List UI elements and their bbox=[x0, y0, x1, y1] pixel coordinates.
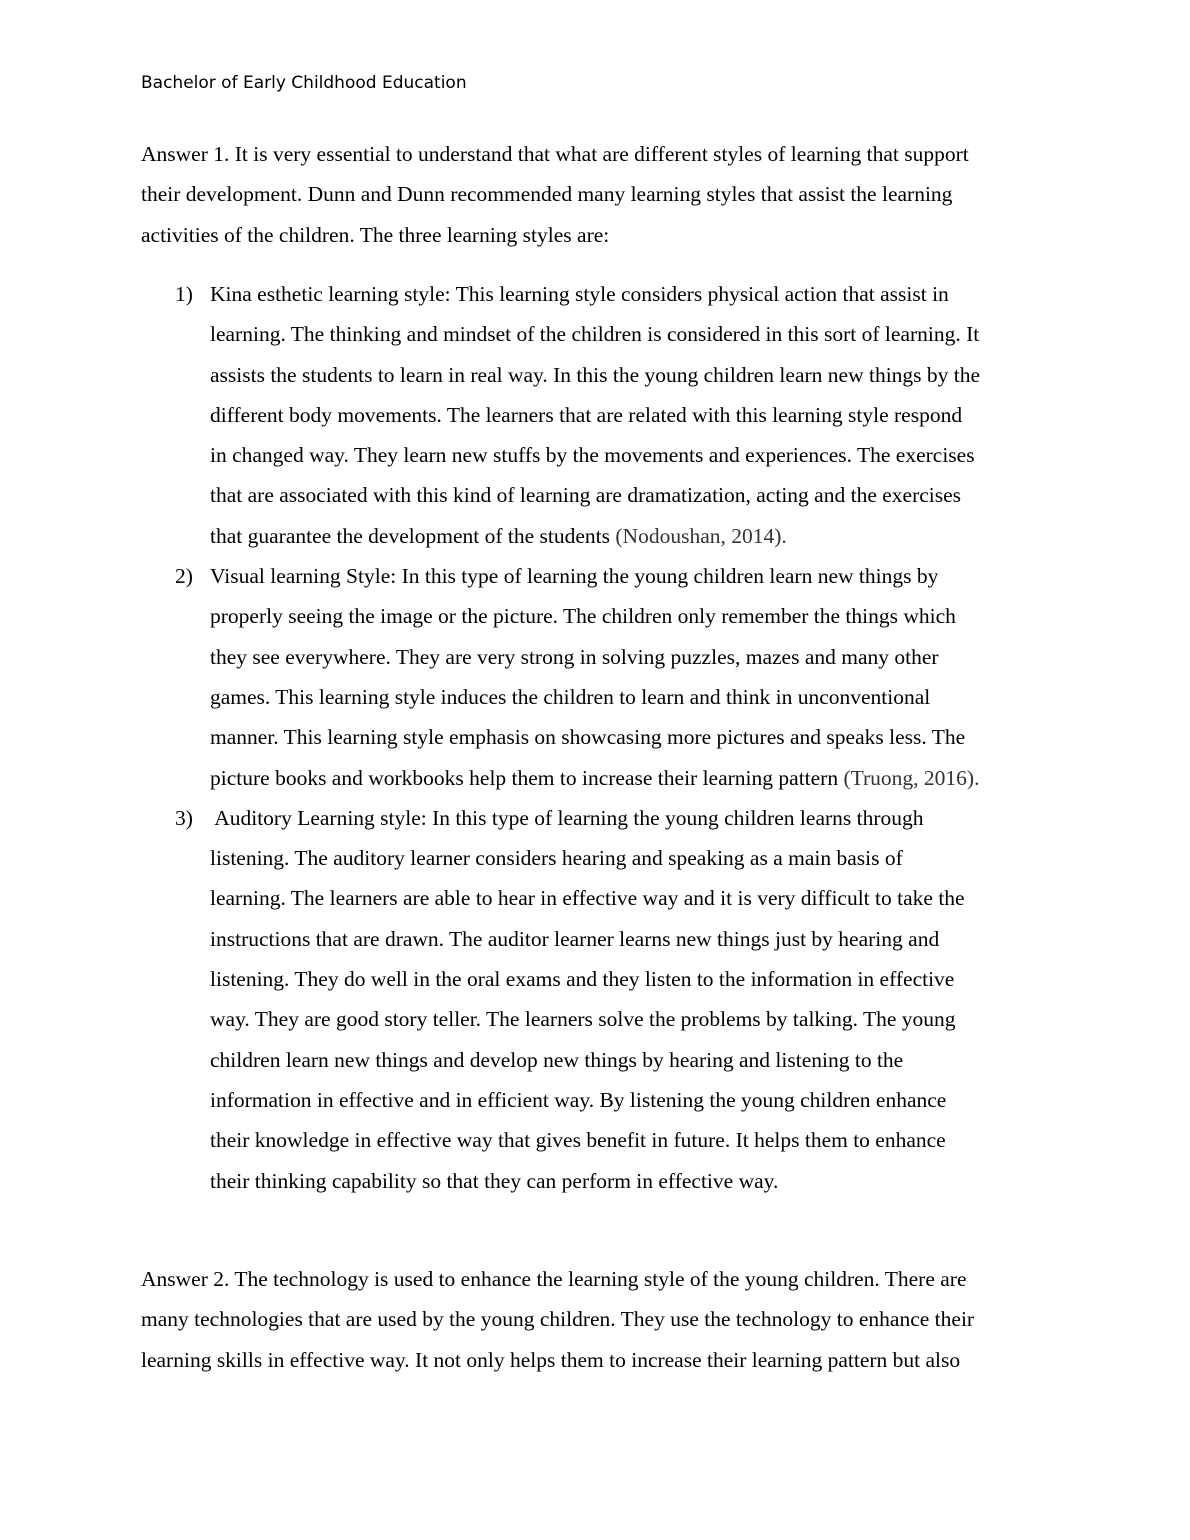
text-line: information in effective and in efficient way. By listening the young children enhance bbox=[210, 1087, 947, 1112]
text-line-with-citation bbox=[210, 758, 1070, 798]
text-line: their thinking capability so that they can perform in effective way. bbox=[210, 1168, 779, 1193]
list-item-text bbox=[210, 556, 1070, 798]
text-line: they see everywhere. They are very strong in solving puzzles, mazes and many other bbox=[210, 644, 939, 669]
text-line: children learn new things and develop new things by hearing and listening to the bbox=[210, 1047, 904, 1072]
text-line: way. They are good story teller. The learners solve the problems by talking. The young bbox=[210, 1007, 956, 1032]
text-line: Answer 2. The technology is used to enhance the learning style of the young children. There are bbox=[141, 1267, 967, 1291]
text-line: listening. The auditory learner considers hearing and speaking as a main basis of bbox=[210, 846, 903, 871]
text-line: in changed way. They learn new stuffs by the movements and experiences. The exercises bbox=[210, 443, 975, 468]
text-line: Auditory Learning style: In this type of learning the young children learns through bbox=[210, 805, 924, 830]
text-segment: that guarantee the development of the students bbox=[210, 523, 616, 548]
text-line: manner. This learning style emphasis on showcasing more pictures and speaks less. The bbox=[210, 725, 966, 750]
text-line: many technologies that are used by the young children. They use the technology to enhance their bbox=[141, 1307, 975, 1332]
text-line: Answer 1. It is very essential to understand that what are different styles of learning that support bbox=[141, 142, 969, 166]
list-item-visual bbox=[0, 556, 1190, 798]
text-line: learning. The learners are able to hear in effective way and it is very difficult to take the bbox=[210, 886, 965, 911]
text-line: assists the students to learn in real way. In this the young children learn new things by the bbox=[210, 362, 981, 387]
text-line: learning skills in effective way. It not only helps them to increase their learning pattern but also bbox=[141, 1347, 961, 1372]
text-line: games. This learning style induces the children to learn and think in unconventional bbox=[210, 684, 931, 709]
list-item-kinaesthetic bbox=[0, 274, 1190, 556]
answer-1-paragraph bbox=[141, 134, 1051, 255]
text-line: instructions that are drawn. The auditor learner learns new things just by hearing and bbox=[210, 926, 940, 951]
text-line: their knowledge in effective way that gives benefit in future. It helps them to enhance bbox=[210, 1128, 946, 1153]
text-line: listening. They do well in the oral exams and they listen to the information in effective bbox=[210, 967, 955, 992]
list-number: 1) bbox=[175, 282, 193, 306]
text-line: activities of the children. The three learning styles are: bbox=[141, 222, 610, 247]
text-line: different body movements. The learners that are related with this learning style respond bbox=[210, 402, 963, 427]
text-line: their development. Dunn and Dunn recommended many learning styles that assist the learning bbox=[141, 182, 953, 207]
answer-2-paragraph bbox=[141, 1259, 1051, 1380]
text-line: properly seeing the image or the picture. The children only remember the things which bbox=[210, 604, 956, 629]
list-item-text bbox=[210, 274, 1070, 556]
text-line: Kina esthetic learning style: This learning style considers physical action that assist in bbox=[210, 282, 949, 306]
list-number: 3) bbox=[175, 805, 193, 830]
list-item-text bbox=[210, 798, 1070, 1201]
running-header: Bachelor of Early Childhood Education bbox=[141, 73, 467, 93]
text-line-with-citation bbox=[210, 516, 1070, 556]
learning-styles-list bbox=[0, 274, 1190, 1201]
text-line: learning. The thinking and mindset of the children is considered in this sort of learning. It bbox=[210, 322, 980, 347]
text-line: that are associated with this kind of learning are dramatization, acting and the exercises bbox=[210, 483, 962, 508]
citation: (Truong, 2016). bbox=[843, 765, 980, 790]
text-segment: picture books and workbooks help them to increase their learning pattern bbox=[210, 765, 844, 790]
citation: (Nodoushan, 2014). bbox=[615, 523, 787, 548]
list-item-auditory bbox=[0, 798, 1190, 1201]
list-number: 2) bbox=[175, 564, 193, 589]
text-line: Visual learning Style: In this type of learning the young children learn new things by bbox=[210, 564, 939, 589]
